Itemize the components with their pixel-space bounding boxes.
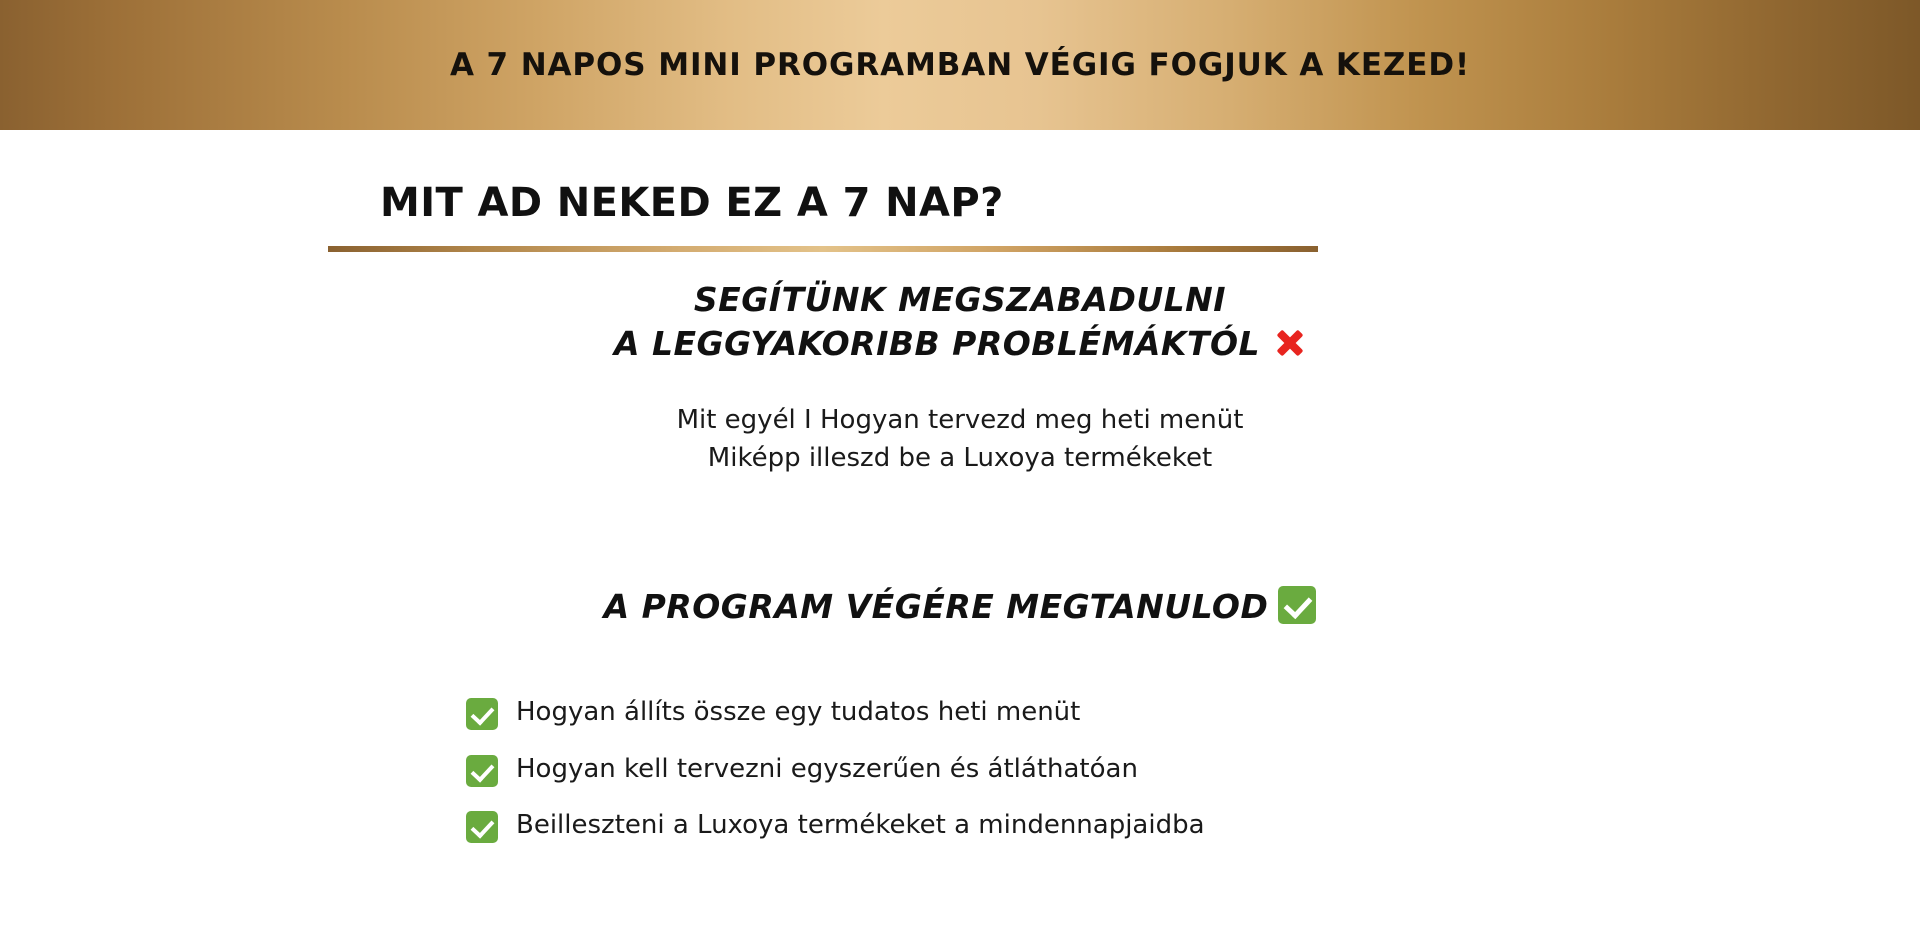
problems-subtext-line1: Mit egyél I Hogyan tervezd meg heti menüt (676, 405, 1244, 435)
problems-subtext (0, 402, 1920, 477)
check-mark-button-icon (1278, 586, 1316, 624)
list-item-label: Hogyan kell tervezni egyszerűen és átláthatóan (516, 753, 1138, 784)
list-item (466, 695, 1566, 730)
title-underline-rule (328, 246, 1318, 252)
list-item-label: Beilleszteni a Luxoya termékeket a mindennapjaidba (516, 810, 1205, 841)
list-item (466, 808, 1566, 843)
check-mark-button-icon (466, 698, 498, 730)
check-mark-button-icon (466, 811, 498, 843)
section-title-block (328, 180, 1328, 252)
top-banner (0, 0, 1920, 130)
list-item (466, 752, 1566, 787)
main-content (0, 130, 1920, 939)
banner-title: A 7 NAPOS MINI PROGRAMBAN VÉGIG FOGJUK A KEZED! (449, 47, 1471, 83)
cross-mark-icon (1272, 326, 1306, 360)
problems-heading-line2: A LEGGYAKORIBB PROBLÉMÁKTÓL (613, 324, 1261, 364)
problems-heading-line1: SEGÍTÜNK MEGSZABADULNI (693, 280, 1227, 319)
problems-heading (0, 278, 1920, 366)
problems-subtext-line2: Miképp illeszd be a Luxoya termékeket (707, 442, 1213, 473)
check-mark-button-icon (466, 755, 498, 787)
list-item-label: Hogyan állíts össze egy tudatos heti menüt (516, 697, 1081, 727)
problems-heading-line2-wrap (0, 322, 1920, 366)
learn-heading-text: A PROGRAM VÉGÉRE MEGTANULOD (603, 587, 1269, 626)
learn-list (466, 695, 1566, 865)
learn-heading (0, 585, 1920, 629)
page-title: MIT AD NEKED EZ A 7 NAP? (380, 180, 1004, 226)
